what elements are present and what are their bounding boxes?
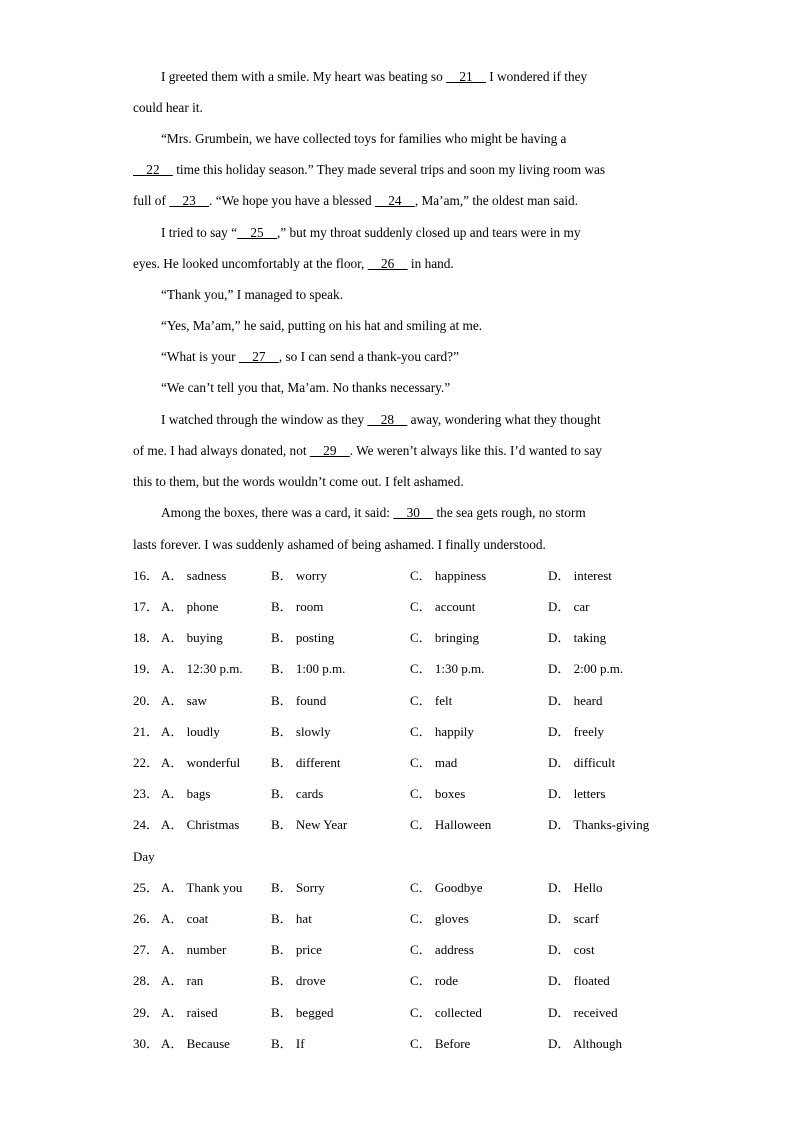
option-a[interactable]: A． number (161, 942, 227, 957)
passage-line (161, 412, 601, 428)
passage-line (133, 256, 454, 272)
passage-text: “Thank you,” I managed to speak. (161, 287, 344, 302)
option-d[interactable]: D． car (548, 599, 590, 614)
passage-text: lasts forever. I was suddenly ashamed of being ashamed. I finally understood. (133, 537, 546, 552)
question-number: 17． (133, 599, 160, 614)
passage-text: full of (133, 193, 170, 208)
passage-text: in hand. (407, 256, 454, 271)
passage-line (161, 69, 587, 85)
question-number: 25． (133, 880, 160, 895)
passage-text: of me. I had always donated, not (133, 443, 310, 458)
option-a[interactable]: A． ran (161, 973, 204, 988)
option-c[interactable]: C． bringing (410, 630, 479, 645)
option-a[interactable]: A． wonderful (161, 755, 241, 770)
option-a[interactable]: A． bags (161, 786, 211, 801)
passage-text: I watched through the window as they (161, 412, 368, 427)
option-b[interactable]: B． If (271, 1036, 305, 1051)
passage-text: Among the boxes, there was a card, it said: (161, 505, 394, 520)
option-a[interactable]: A． Thank you (161, 880, 243, 895)
option-a[interactable]: A． saw (161, 693, 207, 708)
passage-text: this to them, but the words wouldn’t come out. I felt ashamed. (133, 474, 464, 489)
option-b[interactable]: B． hat (271, 911, 312, 926)
passage-line (133, 100, 203, 116)
option-b[interactable]: B． cards (271, 786, 324, 801)
option-b[interactable]: B． 1:00 p.m. (271, 661, 346, 676)
option-a[interactable]: A． raised (161, 1005, 218, 1020)
option-a[interactable]: A． 12:30 p.m. (161, 661, 243, 676)
option-d[interactable]: D． cost (548, 942, 595, 957)
option-b[interactable]: B． room (271, 599, 324, 614)
option-c[interactable]: C． Before (410, 1036, 471, 1051)
passage-text: the sea gets rough, no storm (433, 505, 586, 520)
option-a[interactable]: A． Because (161, 1036, 230, 1051)
passage-text: , Ma’am,” the oldest man said. (414, 193, 579, 208)
question-number: 19． (133, 661, 160, 676)
option-d[interactable]: D． scarf (548, 911, 599, 926)
question-number: 18． (133, 630, 160, 645)
option-b[interactable]: B． found (271, 693, 327, 708)
passage-line (161, 349, 459, 365)
blank-27: 27 (238, 349, 279, 364)
passage-text: “Yes, Ma’am,” he said, putting on his hat and smiling at me. (161, 318, 483, 333)
blank-29: 29 (309, 443, 350, 458)
blank-26: 26 (367, 256, 408, 271)
option-c[interactable]: C． Goodbye (410, 880, 483, 895)
option-c[interactable]: C． mad (410, 755, 458, 770)
question-number: 22． (133, 755, 160, 770)
option-a[interactable]: A． phone (161, 599, 219, 614)
option-d[interactable]: D． letters (548, 786, 606, 801)
option-b[interactable]: B． price (271, 942, 322, 957)
passage-line (133, 443, 602, 459)
passage-line (133, 162, 605, 178)
question-number: 23． (133, 786, 160, 801)
option-c[interactable]: C． felt (410, 693, 453, 708)
passage-text: time this holiday season.” They made several trips and soon my living room was (172, 162, 606, 177)
passage-line (161, 225, 581, 241)
blank-30: 30 (393, 505, 434, 520)
passage-line (161, 505, 586, 521)
passage-text: “Mrs. Grumbein, we have collected toys for families who might be having a (161, 131, 567, 146)
passage-text: ,” but my throat suddenly closed up and tears were in my (276, 225, 581, 240)
question-number: 28． (133, 973, 160, 988)
question-number: 21． (133, 724, 160, 739)
blank-24: 24 (374, 193, 415, 208)
option-b[interactable]: B． worry (271, 568, 327, 583)
option-c[interactable]: C． gloves (410, 911, 469, 926)
option-b[interactable]: B． slowly (271, 724, 331, 739)
blank-22: 22 (133, 162, 173, 177)
option-a[interactable]: A． buying (161, 630, 223, 645)
option-c[interactable]: C． rode (410, 973, 459, 988)
question-number: 20． (133, 693, 160, 708)
passage-text: could hear it. (133, 100, 203, 115)
option-d[interactable]: D． 2:00 p.m. (548, 661, 624, 676)
option-b[interactable]: B． posting (271, 630, 335, 645)
option-c[interactable]: C． happily (410, 724, 474, 739)
option-b[interactable]: B． begged (271, 1005, 334, 1020)
question-number: 29． (133, 1005, 160, 1020)
option-wrap-text: Day (133, 849, 155, 864)
passage-text: . “We hope you have a blessed (209, 193, 375, 208)
passage-text: “We can’t tell you that, Ma’am. No thanks necessary.” (161, 380, 451, 395)
option-d[interactable]: D． heard (548, 693, 603, 708)
question-number: 27． (133, 942, 160, 957)
option-c[interactable]: C． Halloween (410, 817, 492, 832)
passage-line (133, 537, 546, 553)
option-a[interactable]: A． coat (161, 911, 209, 926)
option-c[interactable]: C． address (410, 942, 474, 957)
option-a[interactable]: A． sadness (161, 568, 227, 583)
blank-25: 25 (237, 225, 277, 240)
passage-text: I greeted them with a smile. My heart was beating so (161, 69, 447, 84)
option-c[interactable]: C． account (410, 599, 476, 614)
question-number: 16． (133, 568, 160, 583)
passage-text: I wondered if they (485, 69, 588, 84)
blank-23: 23 (169, 193, 210, 208)
question-number: 26． (133, 911, 160, 926)
passage-line (161, 287, 343, 303)
blank-21: 21 (446, 69, 486, 84)
option-a[interactable]: A． Christmas (161, 817, 240, 832)
passage-text: “What is your (161, 349, 239, 364)
passage-line (161, 318, 482, 334)
passage-text: eyes. He looked uncomfortably at the floor, (133, 256, 368, 271)
option-c[interactable]: C． collected (410, 1005, 482, 1020)
option-a[interactable]: A． loudly (161, 724, 220, 739)
option-d[interactable]: D． Hello (548, 880, 603, 895)
option-d[interactable]: D． Although (548, 1036, 623, 1051)
passage-text: away, wondering what they thought (407, 412, 601, 427)
passage-line (133, 193, 578, 209)
option-b[interactable]: B． different (271, 755, 341, 770)
question-number: 30． (133, 1036, 160, 1051)
passage-line (161, 380, 450, 396)
blank-28: 28 (367, 412, 408, 427)
passage-line (133, 474, 464, 490)
passage-text: I tried to say “ (161, 225, 238, 240)
passage-line (161, 131, 566, 147)
passage-text: , so I can send a thank-you card?” (278, 349, 459, 364)
option-c[interactable]: C． boxes (410, 786, 466, 801)
option-b[interactable]: B． New Year (271, 817, 348, 832)
option-d[interactable]: D． interest (548, 568, 612, 583)
option-d[interactable]: D． Thanks-giving (548, 817, 650, 832)
option-d[interactable]: D． floated (548, 973, 610, 988)
option-d[interactable]: D． taking (548, 630, 607, 645)
option-c[interactable]: C． happiness (410, 568, 487, 583)
option-d[interactable]: D． difficult (548, 755, 616, 770)
option-b[interactable]: B． drove (271, 973, 326, 988)
option-b[interactable]: B． Sorry (271, 880, 325, 895)
option-c[interactable]: C． 1:30 p.m. (410, 661, 485, 676)
question-number: 24． (133, 817, 160, 832)
passage-text: . We weren’t always like this. I’d wanted to say (349, 443, 602, 458)
option-d[interactable]: D． received (548, 1005, 618, 1020)
option-d[interactable]: D． freely (548, 724, 604, 739)
